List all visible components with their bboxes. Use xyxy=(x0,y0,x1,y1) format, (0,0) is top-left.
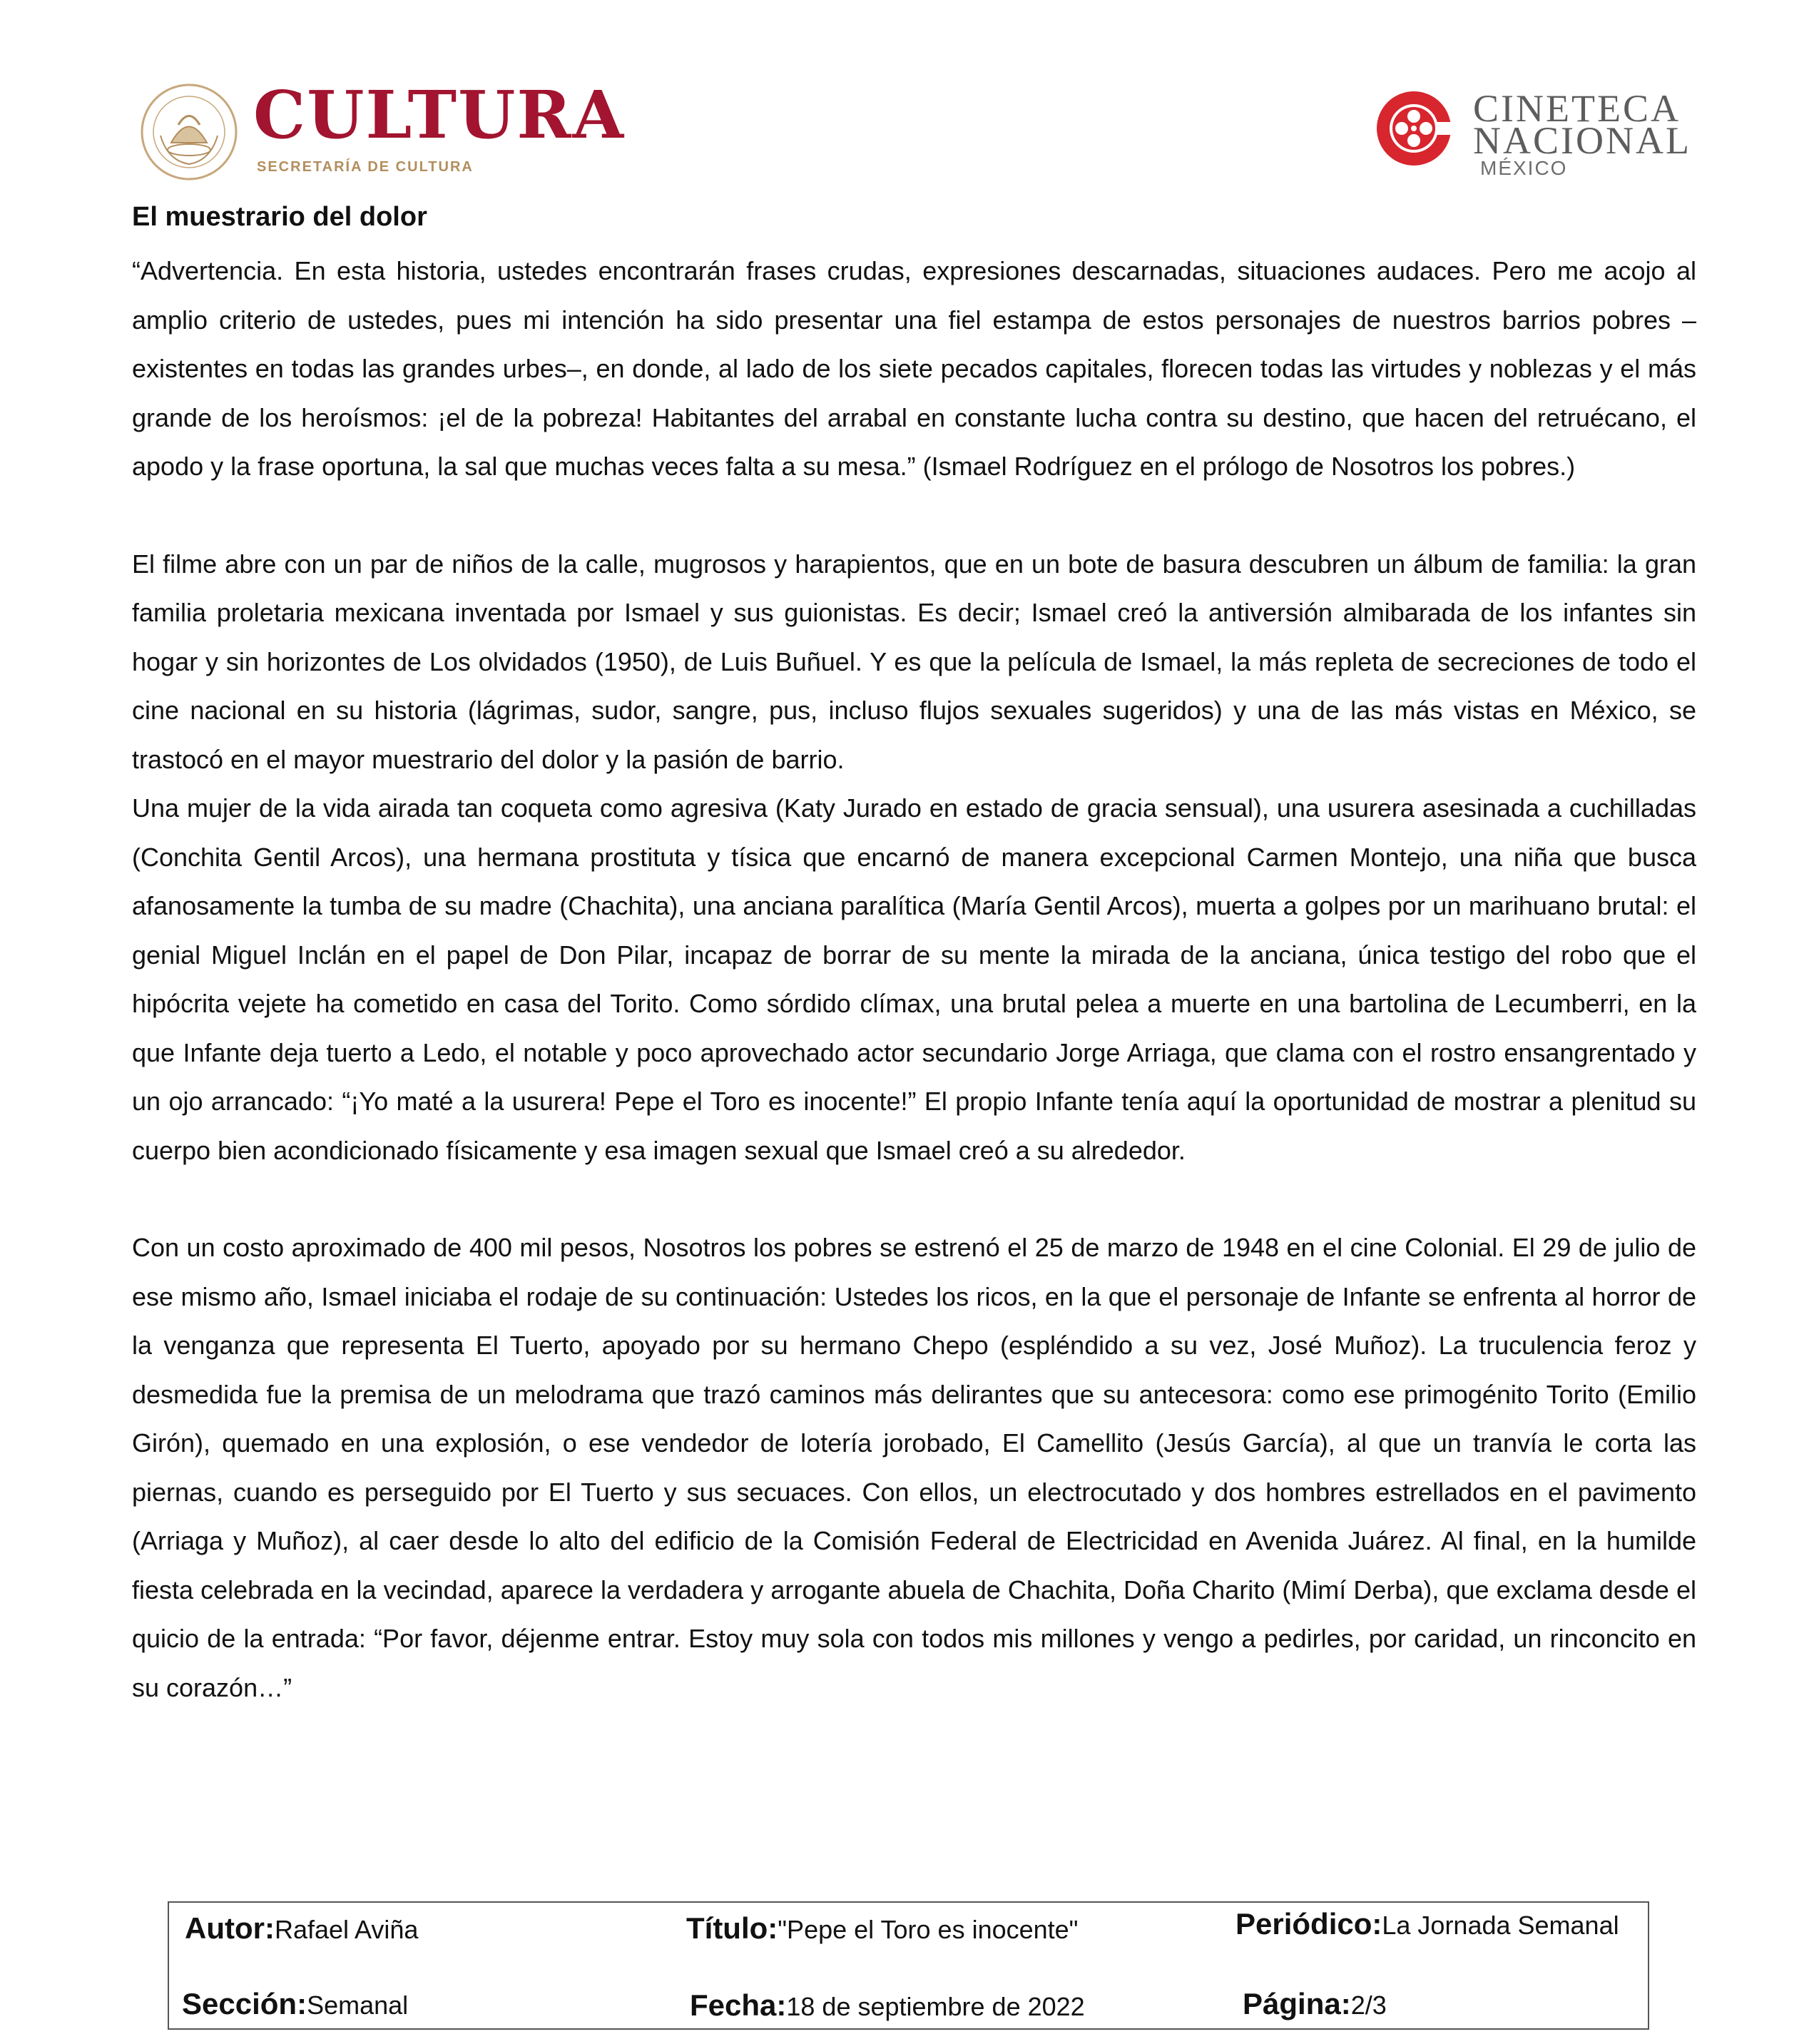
titulo-label: Título: xyxy=(686,1911,778,1945)
periodico-field xyxy=(1235,1907,1619,1941)
article-paragraph-1: “Advertencia. En esta historia, ustedes encontrarán frases crudas, expresiones descarnadas, situaciones audaces. Pero me acojo al amplio criterio de ustedes, pues mi intención ha sido presentar una fiel estampa de estos personajes de nuestros barrios pobres –existentes en todas las grandes urbes–, en donde, al lado de los siete pecados capitales, florecen todas las virtudes y noblezas y el más grande de los heroísmos: ¡el de la pobreza! Habitantes del arrabal en constante lucha contra su destino, que hacen del retruécano, el apodo y la frase oportuna, la sal que muchas veces falta a su mesa.” (Ismael Rodríguez en el prólogo de Nosotros los pobres.) xyxy=(132,256,1696,481)
autor-label: Autor: xyxy=(185,1911,275,1945)
autor-value: Rafael Aviña xyxy=(274,1915,419,1944)
cineteca-wordmark-country: MÉXICO xyxy=(1480,157,1568,179)
cultura-subtitle: SECRETARÍA DE CULTURA xyxy=(257,159,474,175)
cineteca-wordmark-line1: CINETECA xyxy=(1473,87,1681,130)
fecha-value: 18 de septiembre de 2022 xyxy=(786,1992,1085,2021)
periodico-label: Periódico: xyxy=(1235,1907,1382,1941)
pagina-value: 2/3 xyxy=(1350,1990,1387,2020)
cineteca-logo xyxy=(1373,82,1691,182)
cultura-wordmark: CULTURA xyxy=(253,76,626,153)
film-reel-icon xyxy=(1373,88,1455,170)
paragraph-spacer xyxy=(132,492,1696,540)
article-body xyxy=(132,201,1696,1712)
article-title: El muestrario del dolor xyxy=(132,202,427,232)
article-paragraph-2: El filme abre con un par de niños de la calle, mugrosos y harapientos, que en un bote de basura descubren un álbum de familia: la gran familia proletaria mexicana inventada por Ismael y sus guionistas. Es decir; Ismael creó la antiversión almibarada de los infantes sin hogar y sin horizontes de Los olvidados (1950), de Luis Buñuel. Y es que la película de Ismael, la más repleta de secreciones de todo el cine nacional en su historia (lágrimas, sudor, sangre, pus, incluso flujos sexuales sugeridos) y una de las más vistas en México, se trastocó en el mayor muestrario del dolor y la pasión de barrio. xyxy=(132,549,1696,774)
citation-box xyxy=(168,1901,1649,2030)
seccion-label: Sección: xyxy=(182,1987,307,2020)
article-paragraph-3: Una mujer de la vida airada tan coqueta como agresiva (Katy Jurado en estado de gracia sensual), una usurera asesinada a cuchilladas (Conchita Gentil Arcos), una hermana prostituta y tísica que encarnó de manera excepcional Carmen Montejo, una niña que busca afanosamente la tumba de su madre (Chachita), una anciana paralítica (María Gentil Arcos), muerta a golpes por un marihuano brutal: el genial Miguel Inclán en el papel de Don Pilar, incapaz de borrar de su mente la mirada de la anciana, única testigo del robo que el hipócrita vejete ha cometido en casa del Torito. Como sórdido clímax, una brutal pelea a muerte en una bartolina de Lecumberri, en la que Infante deja tuerto a Ledo, el notable y poco aprovechado actor secundario Jorge Arriaga, que clama con el rostro ensangrentado y un ojo arrancado: “¡Yo maté a la usurera! Pepe el Toro es inocente!” El propio Infante tenía aquí la oportunidad de mostrar a plenitud su cuerpo bien acondicionado físicamente y esa imagen sexual que Ismael creó a su alrededor. xyxy=(132,793,1696,1165)
titulo-field xyxy=(686,1911,1078,1946)
autor-field xyxy=(185,1911,418,1946)
cineteca-wordmark-line2: NACIONAL xyxy=(1473,119,1691,162)
article-paragraph-4: Con un costo aproximado de 400 mil pesos, Nosotros los pobres se estrenó el 25 de marzo de 1948 en el cine Colonial. El 29 de julio de ese mismo año, Ismael iniciaba el rodaje de su continuación: Ustedes los ricos, en la que el personaje de Infante se enfrenta al horror de la venganza que representa El Tuerto, apoyado por su hermano Chepo (espléndido a su vez, José Muñoz). La truculencia feroz y desmedida fue la premisa de un melodrama que trazó caminos más delirantes que su antecesora: como ese primogénito Torito (Emilio Girón), quemado en una explosión, o ese vendedor de lotería jorobado, El Camellito (Jesús García), al que un tranvía le corta las piernas, cuando es perseguido por El Tuerto y sus secuaces. Con ellos, un electrocutado y dos hombres estrellados en el pavimento (Arriaga y Muñoz), al caer desde lo alto del edificio de la Comisión Federal de Electricidad en Avenida Juárez. Al final, en la humilde fiesta celebrada en la vecindad, aparece la verdadera y arrogante abuela de Chachita, Doña Charito (Mimí Derba), que exclama desde el quicio de la entrada: “Por favor, déjenme entrar. Estoy muy sola con todos mis millones y vengo a pedirles, por caridad, un rinconcito en su corazón…” xyxy=(132,1233,1696,1702)
seccion-field xyxy=(182,1987,408,2021)
seccion-value: Semanal xyxy=(307,1990,409,2020)
periodico-value: La Jornada Semanal xyxy=(1382,1911,1619,1940)
pagina-label: Página: xyxy=(1243,1987,1351,2020)
paragraph-spacer xyxy=(132,1175,1696,1224)
cultura-logo xyxy=(139,76,626,182)
page-header xyxy=(132,76,1691,189)
fecha-field xyxy=(690,1988,1085,2023)
pagina-field xyxy=(1243,1987,1387,2021)
fecha-label: Fecha: xyxy=(690,1988,787,2022)
mexican-seal-icon xyxy=(139,82,239,182)
titulo-value: "Pepe el Toro es inocente" xyxy=(778,1915,1079,1944)
